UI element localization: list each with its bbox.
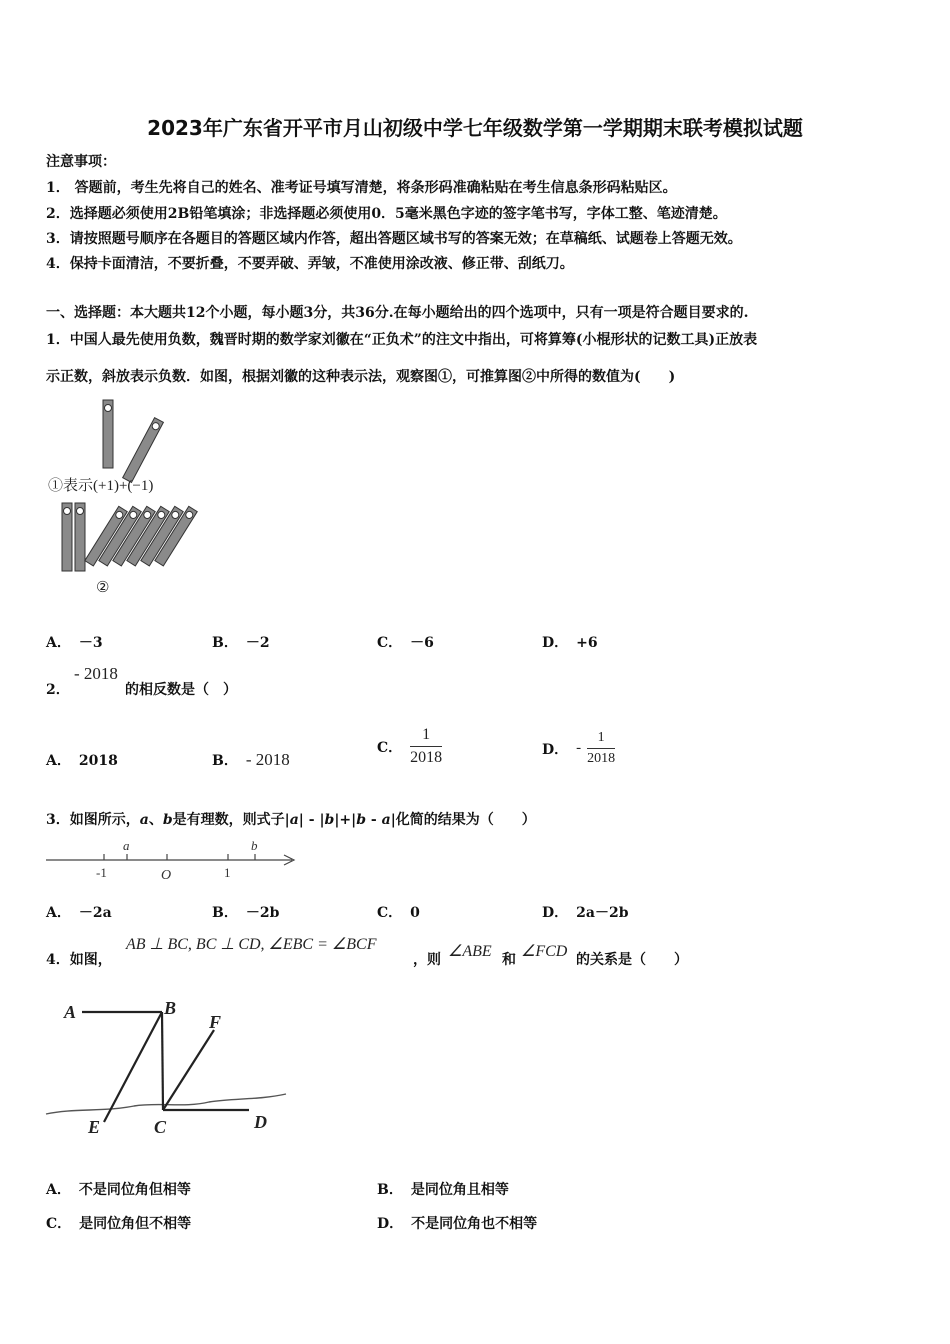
q2-expression: - 2018 <box>74 664 118 683</box>
q4-option-a[interactable]: A． 不是同位角但相等 <box>46 1182 191 1198</box>
rod-upright <box>62 503 72 571</box>
q1-option-c[interactable]: C． －6 <box>377 635 434 651</box>
q4-option-b[interactable]: B． 是同位角且相等 <box>377 1182 509 1198</box>
q2-option-d[interactable]: D． - $\frac{1}{2018}$ <box>542 730 616 766</box>
q1-stem-line2: 示正数，斜放表示负数．如图，根据刘徽的这种表示法，观察图①，可推算图②中所得的数值为( ) <box>46 369 676 385</box>
tick-label: 1 <box>224 865 231 880</box>
q3-stem: 3．如图所示，a、b是有理数，则式子|a| - |b|+|b - a|化简的结果为（ ） <box>46 812 536 828</box>
q2-option-c[interactable]: C． $\frac{1}{2018}$ <box>377 726 443 766</box>
q3-option-b[interactable]: B． －2b <box>212 905 280 921</box>
fraction: $\frac{1}{2018}$ <box>410 726 443 766</box>
q4-number: 4．如图， <box>46 952 112 968</box>
origin-label: O <box>161 868 172 883</box>
rod-upright <box>103 400 113 468</box>
q1-option-d[interactable]: D． +6 <box>542 635 598 651</box>
q2-option-b[interactable]: B． - 2018 <box>212 750 290 769</box>
point-D-label: D <box>254 1112 267 1132</box>
counting-rods-figure <box>44 396 204 598</box>
point-C-label: C <box>154 1117 167 1137</box>
q2-option-a[interactable]: A． 2018 <box>46 753 118 769</box>
q4-and: 和 <box>502 952 516 968</box>
point-b-label: b <box>251 838 258 853</box>
point-A-label: A <box>64 1002 77 1022</box>
figure1-label: ①表示(+1)+(−1) <box>48 478 154 494</box>
notice-item: 3．请按照题号顺序在各题目的答题区域内作答，超出答题区域书写的答案无效；在草稿纸、试题卷上答题无效。 <box>46 231 742 247</box>
q4-then: ，则 <box>413 952 441 968</box>
rod-upright <box>75 503 85 571</box>
notice-item: 2．选择题必须使用2B铅笔填涂；非选择题必须使用0．5毫米黑色字迹的签字笔书写，字体工整、笔迹清楚。 <box>46 206 727 222</box>
q3-option-c[interactable]: C． 0 <box>377 905 420 921</box>
q4-condition: AB ⊥ BC, BC ⊥ CD, ∠EBC = ∠BCF <box>126 936 377 953</box>
q3-option-d[interactable]: D． 2a－2b <box>542 905 629 921</box>
point-E-label: E <box>88 1117 101 1137</box>
point-B-label: B <box>164 998 177 1018</box>
q4-tail: 的关系是（ ） <box>576 952 688 968</box>
q2-stem: 的相反数是（ ） <box>125 682 237 698</box>
q3-option-a[interactable]: A． －2a <box>46 905 112 921</box>
point-F-label: F <box>209 1012 222 1032</box>
q4-option-c[interactable]: C． 是同位角但不相等 <box>46 1216 192 1232</box>
rod-slanted <box>123 418 164 483</box>
q1-stem-line1: 1．中国人最先使用负数，魏晋时期的数学家刘徽在“正负术”的注文中指出，可将算筹(小棍形状的记数工具)正放表 <box>46 332 758 348</box>
tick-label: -1 <box>96 865 107 880</box>
notice-item: 4．保持卡面清洁，不要折叠，不要弄破、弄皱，不准使用涂改液、修正带、刮纸刀。 <box>46 256 574 272</box>
notice-item: 1． 答题前，考生先将自己的姓名、准考证号填写清楚，将条形码准确粘贴在考生信息条形码粘贴区。 <box>46 180 677 196</box>
section-heading: 一、选择题：本大题共12个小题，每小题3分，共36分.在每小题给出的四个选项中，只有一项是符合题目要求的. <box>46 305 749 321</box>
q2-number: 2． <box>46 682 70 698</box>
q1-option-a[interactable]: A． －3 <box>46 635 103 651</box>
q4-option-d[interactable]: D． 不是同位角也不相等 <box>377 1216 538 1232</box>
point-a-label: a <box>123 838 130 853</box>
geometry-figure <box>44 990 294 1140</box>
fraction: $\frac{1}{2018}$ <box>587 730 616 766</box>
page-title: 2023年广东省开平市月山初级中学七年级数学第一学期期末联考模拟试题 <box>147 116 803 140</box>
number-line <box>44 836 300 884</box>
q4-angle-abe: ∠ABE <box>448 943 492 960</box>
q1-option-b[interactable]: B． －2 <box>212 635 270 651</box>
figure2-label: ② <box>96 580 110 596</box>
q4-angle-fcd: ∠FCD <box>521 943 568 960</box>
notice-heading: 注意事项： <box>46 154 116 170</box>
